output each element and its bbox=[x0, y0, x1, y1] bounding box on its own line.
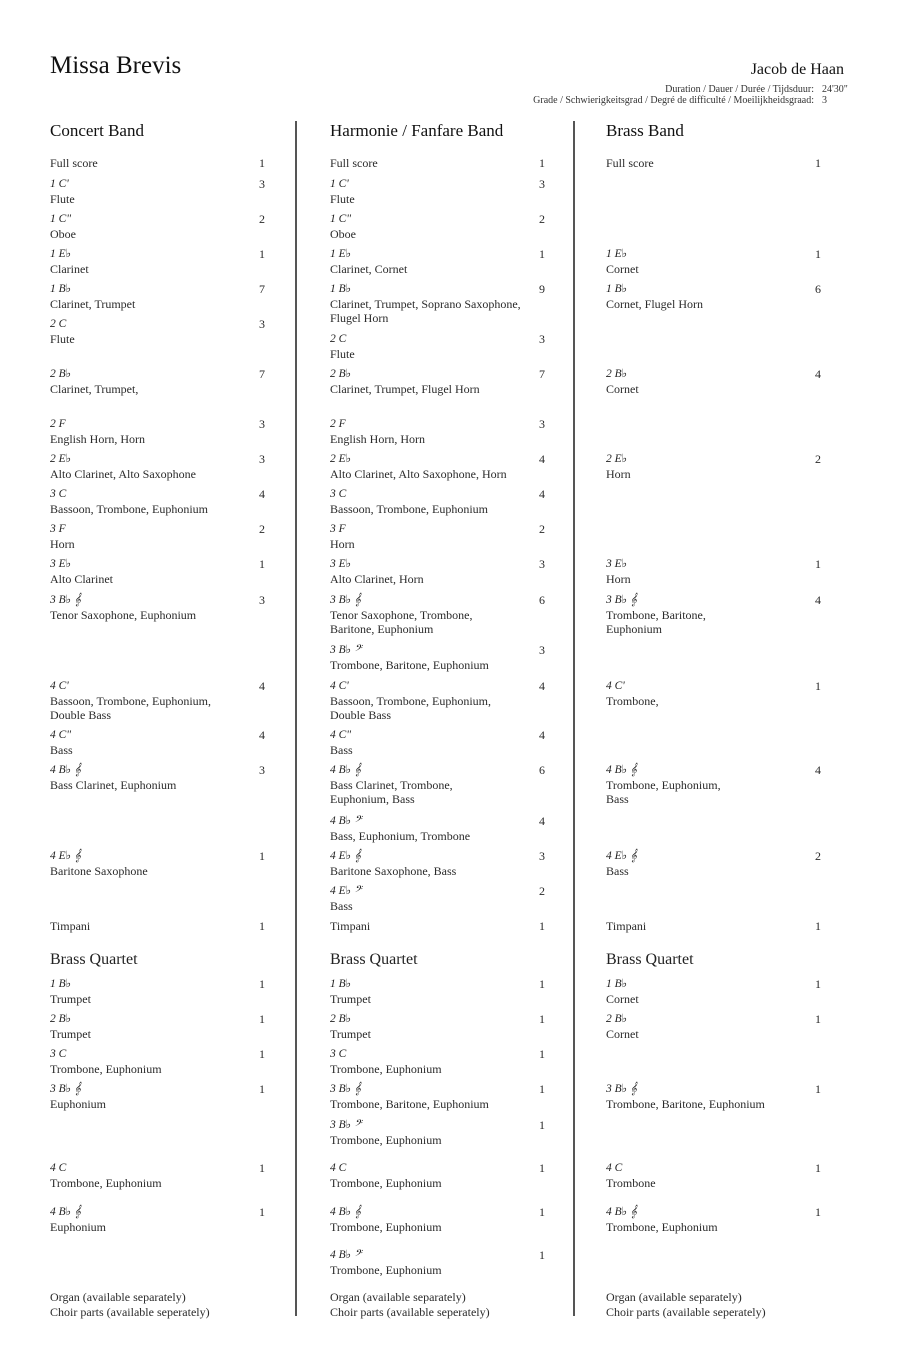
part-key: 4 C' bbox=[330, 680, 349, 692]
part-entry bbox=[330, 593, 545, 637]
part-count: 1 bbox=[259, 1047, 265, 1061]
part-key: 3 C bbox=[330, 488, 347, 500]
part-instruments: Cornet, Flugel Horn bbox=[606, 296, 703, 311]
part-key: 2 B♭ bbox=[50, 368, 72, 380]
part-instruments: Bass bbox=[330, 742, 353, 757]
part-instruments: Trombone bbox=[606, 1175, 656, 1190]
choir-note: Choir parts (available seperately) bbox=[50, 1304, 210, 1319]
part-entry bbox=[330, 728, 545, 757]
part-entry bbox=[50, 977, 265, 1006]
part-instruments: Horn bbox=[330, 536, 355, 551]
part-instruments: Bass, Euphonium, Trombone bbox=[330, 828, 471, 843]
part-key: 3 B♭ 𝄞 bbox=[330, 1083, 361, 1095]
part-entry bbox=[606, 557, 821, 586]
part-count: 2 bbox=[539, 884, 545, 898]
part-entry bbox=[606, 367, 821, 396]
part-count: 1 bbox=[539, 1118, 545, 1132]
part-instruments: Full score bbox=[330, 156, 378, 170]
part-instruments: Alto Clarinet, Alto Saxophone, Horn bbox=[330, 466, 507, 481]
part-instruments: Baritone Saxophone, Bass bbox=[330, 863, 457, 878]
choir-note: Choir parts (available seperately) bbox=[330, 1304, 490, 1319]
footer-notes bbox=[606, 1290, 766, 1319]
part-instruments: Trombone, Euphonium bbox=[330, 1175, 442, 1190]
part-entry bbox=[330, 452, 545, 481]
part-key: 4 B♭ 𝄞 bbox=[330, 764, 361, 776]
part-instruments: English Horn, Horn bbox=[50, 431, 145, 446]
part-key: 1 C" bbox=[50, 213, 72, 225]
part-count: 4 bbox=[539, 679, 545, 693]
choir-note: Choir parts (available seperately) bbox=[606, 1304, 766, 1319]
part-count: 3 bbox=[539, 557, 545, 571]
part-entry bbox=[330, 177, 545, 206]
grade-line bbox=[533, 95, 854, 106]
part-entry bbox=[330, 247, 545, 276]
part-key: 4 C bbox=[606, 1162, 623, 1174]
part-entry bbox=[606, 977, 821, 1006]
part-key: 3 B♭ 𝄞 bbox=[330, 594, 361, 606]
part-count: 1 bbox=[539, 919, 545, 933]
part-count: 9 bbox=[539, 282, 545, 296]
part-entry bbox=[330, 557, 545, 586]
part-key: 1 B♭ bbox=[330, 978, 352, 990]
part-key: 1 E♭ bbox=[606, 248, 628, 260]
part-instruments: Clarinet, Trumpet bbox=[50, 296, 136, 311]
brass-quartet-title: Brass Quartet bbox=[330, 951, 418, 968]
part-entry bbox=[606, 1012, 821, 1041]
part-instruments: Cornet bbox=[606, 261, 639, 276]
part-entry bbox=[606, 593, 821, 637]
part-key: 2 B♭ bbox=[606, 368, 628, 380]
part-instruments: Timpani bbox=[606, 919, 647, 933]
part-entry bbox=[50, 417, 265, 446]
part-key: 3 B♭ 𝄢 bbox=[330, 644, 362, 656]
part-entry bbox=[50, 919, 265, 934]
part-count: 2 bbox=[259, 212, 265, 226]
part-entry bbox=[330, 367, 545, 396]
part-count: 1 bbox=[815, 1012, 821, 1026]
column-title: Concert Band bbox=[50, 121, 144, 140]
part-count: 3 bbox=[259, 417, 265, 431]
part-entry bbox=[50, 367, 265, 396]
part-count: 3 bbox=[259, 452, 265, 466]
part-entry bbox=[330, 643, 545, 672]
part-key: 3 E♭ bbox=[330, 558, 352, 570]
part-count: 4 bbox=[815, 367, 821, 381]
part-instruments: Clarinet, Trumpet, Soprano Saxophone, Flugel Horn bbox=[330, 296, 521, 325]
part-key: 4 B♭ 𝄞 bbox=[50, 1206, 81, 1218]
part-entry bbox=[50, 1082, 265, 1111]
brass-quartet-title: Brass Quartet bbox=[606, 951, 694, 968]
part-entry bbox=[330, 487, 545, 516]
part-count: 1 bbox=[539, 1161, 545, 1175]
part-entry bbox=[50, 522, 265, 551]
part-key: 4 C' bbox=[606, 680, 625, 692]
part-instruments: Trombone, Baritone, Euphonium bbox=[606, 607, 706, 636]
part-count: 1 bbox=[539, 156, 545, 170]
part-entry bbox=[330, 1205, 545, 1234]
part-instruments: Cornet bbox=[606, 1026, 639, 1041]
organ-note: Organ (available separately) bbox=[330, 1290, 466, 1304]
part-key: 3 C bbox=[330, 1048, 347, 1060]
part-instruments: Bass bbox=[50, 742, 73, 757]
part-key: 4 B♭ 𝄢 bbox=[330, 1249, 362, 1261]
part-key: 1 B♭ bbox=[50, 283, 72, 295]
part-instruments: Trombone, Euphonium, Bass bbox=[606, 777, 721, 806]
part-entry bbox=[50, 763, 265, 792]
part-count: 1 bbox=[815, 977, 821, 991]
part-key: 1 C' bbox=[50, 178, 69, 190]
part-entry bbox=[330, 849, 545, 878]
part-instruments: Horn bbox=[606, 571, 631, 586]
part-entry bbox=[330, 763, 545, 807]
part-count: 7 bbox=[259, 282, 265, 296]
part-count: 1 bbox=[815, 156, 821, 170]
part-instruments: Full score bbox=[50, 156, 98, 170]
part-entry bbox=[50, 282, 265, 311]
part-instruments: Horn bbox=[606, 466, 631, 481]
part-instruments: Euphonium bbox=[50, 1096, 106, 1111]
part-count: 1 bbox=[815, 247, 821, 261]
part-key: 3 E♭ bbox=[50, 558, 72, 570]
part-entry bbox=[330, 977, 545, 1006]
part-key: 2 B♭ bbox=[606, 1013, 628, 1025]
part-key: 3 F bbox=[50, 523, 66, 535]
part-key: 2 E♭ bbox=[330, 453, 352, 465]
part-entry bbox=[50, 452, 265, 481]
part-instruments: Clarinet, Trumpet, Flugel Horn bbox=[330, 381, 480, 396]
part-key: 2 F bbox=[50, 418, 66, 430]
part-count: 4 bbox=[539, 452, 545, 466]
part-key: 4 B♭ 𝄞 bbox=[50, 764, 81, 776]
part-key: 4 B♭ 𝄞 bbox=[606, 1206, 637, 1218]
part-key: 3 B♭ 𝄞 bbox=[606, 594, 637, 606]
part-instruments: Flute bbox=[50, 191, 75, 206]
part-count: 3 bbox=[259, 177, 265, 191]
grade-label: Grade / Schwierigkeitsgrad / Degré de difficulté / Moeilijkheidsgraad: bbox=[533, 95, 814, 106]
part-count: 3 bbox=[539, 849, 545, 863]
part-instruments: Bass Clarinet, Euphonium bbox=[50, 777, 177, 792]
part-instruments: Trombone, Baritone, Euphonium bbox=[606, 1096, 765, 1111]
part-instruments: Bass bbox=[606, 863, 629, 878]
part-count: 1 bbox=[539, 1205, 545, 1219]
part-entry bbox=[330, 814, 545, 843]
part-count: 4 bbox=[815, 593, 821, 607]
organ-note: Organ (available separately) bbox=[50, 1290, 186, 1304]
duration-value: 24'30" bbox=[822, 84, 848, 95]
part-entry bbox=[50, 177, 265, 206]
part-entry bbox=[330, 282, 545, 326]
part-count: 1 bbox=[815, 919, 821, 933]
column-divider bbox=[573, 121, 575, 1316]
part-instruments: Bass bbox=[330, 898, 353, 913]
part-entry bbox=[330, 884, 545, 913]
duration-label: Duration / Dauer / Durée / Tijdsduur: bbox=[665, 84, 814, 95]
part-instruments: English Horn, Horn bbox=[330, 431, 425, 446]
part-count: 2 bbox=[539, 522, 545, 536]
part-key: 4 C" bbox=[50, 729, 72, 741]
part-instruments: Full score bbox=[606, 156, 654, 170]
part-instruments: Oboe bbox=[50, 226, 76, 241]
part-count: 1 bbox=[259, 1205, 265, 1219]
part-count: 1 bbox=[539, 1047, 545, 1061]
part-key: 4 E♭ 𝄞 bbox=[50, 850, 81, 862]
part-instruments: Flute bbox=[330, 346, 355, 361]
part-instruments: Trumpet bbox=[330, 991, 371, 1006]
part-key: 4 B♭ 𝄢 bbox=[330, 815, 362, 827]
part-entry bbox=[330, 919, 545, 934]
part-count: 2 bbox=[539, 212, 545, 226]
column-divider bbox=[295, 121, 297, 1316]
part-count: 3 bbox=[539, 643, 545, 657]
part-entry bbox=[330, 1161, 545, 1190]
part-instruments: Tenor Saxophone, Trombone, Baritone, Euphonium bbox=[330, 607, 473, 636]
grade-value: 3 bbox=[822, 95, 827, 106]
part-entry bbox=[50, 849, 265, 878]
part-key: 3 F bbox=[330, 523, 346, 535]
part-entry bbox=[606, 1161, 821, 1190]
part-entry bbox=[330, 1082, 545, 1111]
part-entry bbox=[50, 593, 265, 622]
part-count: 3 bbox=[539, 417, 545, 431]
part-key: 2 C bbox=[50, 318, 67, 330]
part-instruments: Trombone, Baritone, Euphonium bbox=[330, 1096, 489, 1111]
part-count: 7 bbox=[259, 367, 265, 381]
part-entry bbox=[606, 247, 821, 276]
part-count: 3 bbox=[259, 317, 265, 331]
part-entry bbox=[330, 1012, 545, 1041]
part-key: 4 B♭ 𝄞 bbox=[330, 1206, 361, 1218]
part-count: 2 bbox=[815, 849, 821, 863]
part-entry bbox=[606, 763, 821, 807]
part-entry bbox=[606, 282, 821, 311]
part-instruments: Clarinet bbox=[50, 261, 89, 276]
part-key: 1 B♭ bbox=[330, 283, 352, 295]
part-key: 1 E♭ bbox=[330, 248, 352, 260]
part-entry bbox=[330, 212, 545, 241]
part-count: 3 bbox=[259, 593, 265, 607]
part-entry bbox=[50, 728, 265, 757]
part-key: 3 E♭ bbox=[606, 558, 628, 570]
part-entry bbox=[330, 522, 545, 551]
part-instruments: Horn bbox=[50, 536, 75, 551]
part-count: 1 bbox=[259, 849, 265, 863]
part-key: 1 C' bbox=[330, 178, 349, 190]
part-instruments: Trumpet bbox=[50, 991, 91, 1006]
part-entry bbox=[50, 212, 265, 241]
part-entry bbox=[50, 1012, 265, 1041]
part-count: 1 bbox=[539, 247, 545, 261]
part-instruments: Bassoon, Trombone, Euphonium, Double Bass bbox=[330, 693, 492, 722]
part-count: 3 bbox=[539, 332, 545, 346]
part-key: 2 B♭ bbox=[50, 1013, 72, 1025]
part-instruments: Timpani bbox=[50, 919, 91, 933]
part-count: 1 bbox=[259, 247, 265, 261]
part-count: 6 bbox=[539, 763, 545, 777]
part-count: 4 bbox=[259, 487, 265, 501]
part-entry bbox=[330, 679, 545, 723]
part-entry bbox=[330, 332, 545, 361]
part-entry bbox=[50, 1047, 265, 1076]
part-instruments: Trombone, Euphonium bbox=[50, 1061, 162, 1076]
part-count: 6 bbox=[539, 593, 545, 607]
part-instruments: Bassoon, Trombone, Euphonium bbox=[50, 501, 209, 516]
part-key: 4 E♭ 𝄞 bbox=[330, 850, 361, 862]
part-count: 4 bbox=[539, 814, 545, 828]
part-instruments: Bassoon, Trombone, Euphonium bbox=[330, 501, 489, 516]
part-key: 3 B♭ 𝄞 bbox=[50, 1083, 81, 1095]
part-count: 1 bbox=[815, 557, 821, 571]
part-instruments: Euphonium bbox=[50, 1219, 106, 1234]
part-key: 2 C bbox=[330, 333, 347, 345]
part-instruments: Trombone, Euphonium bbox=[50, 1175, 162, 1190]
part-entry bbox=[606, 452, 821, 481]
part-entry bbox=[50, 1205, 265, 1234]
part-count: 1 bbox=[259, 557, 265, 571]
part-instruments: Trombone, Euphonium bbox=[606, 1219, 718, 1234]
part-count: 1 bbox=[259, 1161, 265, 1175]
part-key: 3 C bbox=[50, 1048, 67, 1060]
part-entry bbox=[50, 679, 265, 723]
part-count: 2 bbox=[815, 452, 821, 466]
part-key: 3 B♭ 𝄞 bbox=[606, 1083, 637, 1095]
part-instruments: Trumpet bbox=[330, 1026, 371, 1041]
part-instruments: Clarinet, Trumpet, bbox=[50, 381, 139, 396]
part-key: 3 B♭ 𝄢 bbox=[330, 1119, 362, 1131]
part-count: 7 bbox=[539, 367, 545, 381]
part-count: 1 bbox=[259, 977, 265, 991]
part-entry bbox=[606, 919, 821, 934]
part-instruments: Trombone, Euphonium bbox=[330, 1219, 442, 1234]
part-instruments: Trombone, Baritone, Euphonium bbox=[330, 657, 489, 672]
part-key: 1 B♭ bbox=[606, 283, 628, 295]
part-entry bbox=[50, 557, 265, 586]
page-title: Missa Brevis bbox=[50, 52, 182, 79]
part-count: 1 bbox=[815, 1082, 821, 1096]
part-count: 1 bbox=[815, 679, 821, 693]
part-entry bbox=[330, 1047, 545, 1076]
part-key: 4 E♭ 𝄞 bbox=[606, 850, 637, 862]
part-key: 3 B♭ 𝄞 bbox=[50, 594, 81, 606]
part-key: 4 B♭ 𝄞 bbox=[606, 764, 637, 776]
part-count: 4 bbox=[259, 679, 265, 693]
part-entry bbox=[50, 1161, 265, 1190]
part-entry bbox=[330, 156, 545, 171]
part-count: 4 bbox=[539, 728, 545, 742]
part-count: 1 bbox=[539, 1082, 545, 1096]
organ-note: Organ (available separately) bbox=[606, 1290, 742, 1304]
part-entry bbox=[606, 1205, 821, 1234]
part-key: 4 C" bbox=[330, 729, 352, 741]
part-instruments: Clarinet, Cornet bbox=[330, 261, 408, 276]
part-entry bbox=[50, 156, 265, 171]
part-count: 3 bbox=[259, 763, 265, 777]
part-count: 1 bbox=[539, 1248, 545, 1262]
footer-notes bbox=[330, 1290, 490, 1319]
part-count: 1 bbox=[539, 1012, 545, 1026]
part-count: 1 bbox=[815, 1161, 821, 1175]
part-instruments: Flute bbox=[50, 331, 75, 346]
column-title: Harmonie / Fanfare Band bbox=[330, 121, 504, 140]
part-key: 1 B♭ bbox=[50, 978, 72, 990]
part-key: 3 C bbox=[50, 488, 67, 500]
part-instruments: Alto Clarinet bbox=[50, 571, 113, 586]
part-key: 2 E♭ bbox=[606, 453, 628, 465]
part-key: 4 C bbox=[330, 1162, 347, 1174]
part-key: 2 B♭ bbox=[330, 1013, 352, 1025]
part-count: 6 bbox=[815, 282, 821, 296]
part-entry bbox=[330, 417, 545, 446]
part-count: 1 bbox=[259, 156, 265, 170]
part-entry bbox=[50, 247, 265, 276]
part-instruments: Trumpet bbox=[50, 1026, 91, 1041]
part-count: 1 bbox=[815, 1205, 821, 1219]
part-count: 4 bbox=[539, 487, 545, 501]
part-entry bbox=[606, 1082, 821, 1111]
part-instruments: Trombone, Euphonium bbox=[330, 1061, 442, 1076]
part-count: 2 bbox=[259, 522, 265, 536]
part-instruments: Trombone, bbox=[606, 693, 659, 708]
part-entry bbox=[606, 679, 821, 708]
part-instruments: Trombone, Euphonium bbox=[330, 1132, 442, 1147]
part-count: 1 bbox=[259, 1012, 265, 1026]
part-instruments: Flute bbox=[330, 191, 355, 206]
part-instruments: Bass Clarinet, Trombone, Euphonium, Bass bbox=[330, 777, 453, 806]
part-instruments: Bassoon, Trombone, Euphonium, Double Bass bbox=[50, 693, 212, 722]
part-key: 1 C" bbox=[330, 213, 352, 225]
part-count: 4 bbox=[259, 728, 265, 742]
part-instruments: Cornet bbox=[606, 381, 639, 396]
part-instruments: Alto Clarinet, Horn bbox=[330, 571, 424, 586]
part-key: 4 E♭ 𝄢 bbox=[330, 885, 362, 897]
part-key: 2 B♭ bbox=[330, 368, 352, 380]
part-key: 1 B♭ bbox=[606, 978, 628, 990]
footer-notes bbox=[50, 1290, 210, 1319]
part-entry bbox=[606, 849, 821, 878]
part-count: 1 bbox=[259, 1082, 265, 1096]
part-count: 3 bbox=[539, 177, 545, 191]
part-key: 2 E♭ bbox=[50, 453, 72, 465]
part-entry bbox=[330, 1248, 545, 1277]
part-entry bbox=[50, 487, 265, 516]
part-instruments: Trombone, Euphonium bbox=[330, 1262, 442, 1277]
part-key: 4 C' bbox=[50, 680, 69, 692]
part-instruments: Timpani bbox=[330, 919, 371, 933]
column-title: Brass Band bbox=[606, 121, 684, 140]
part-instruments: Alto Clarinet, Alto Saxophone bbox=[50, 466, 196, 481]
part-key: 4 C bbox=[50, 1162, 67, 1174]
brass-quartet-title: Brass Quartet bbox=[50, 951, 138, 968]
part-count: 1 bbox=[539, 977, 545, 991]
part-entry bbox=[606, 156, 821, 171]
part-instruments: Cornet bbox=[606, 991, 639, 1006]
part-instruments: Oboe bbox=[330, 226, 356, 241]
part-count: 4 bbox=[815, 763, 821, 777]
part-key: 1 E♭ bbox=[50, 248, 72, 260]
part-count: 1 bbox=[259, 919, 265, 933]
part-instruments: Tenor Saxophone, Euphonium bbox=[50, 607, 197, 622]
composer-name: Jacob de Haan bbox=[750, 61, 844, 78]
part-entry bbox=[50, 317, 265, 346]
part-entry bbox=[330, 1118, 545, 1147]
duration-line bbox=[665, 84, 854, 95]
part-instruments: Baritone Saxophone bbox=[50, 863, 148, 878]
part-key: 2 F bbox=[330, 418, 346, 430]
